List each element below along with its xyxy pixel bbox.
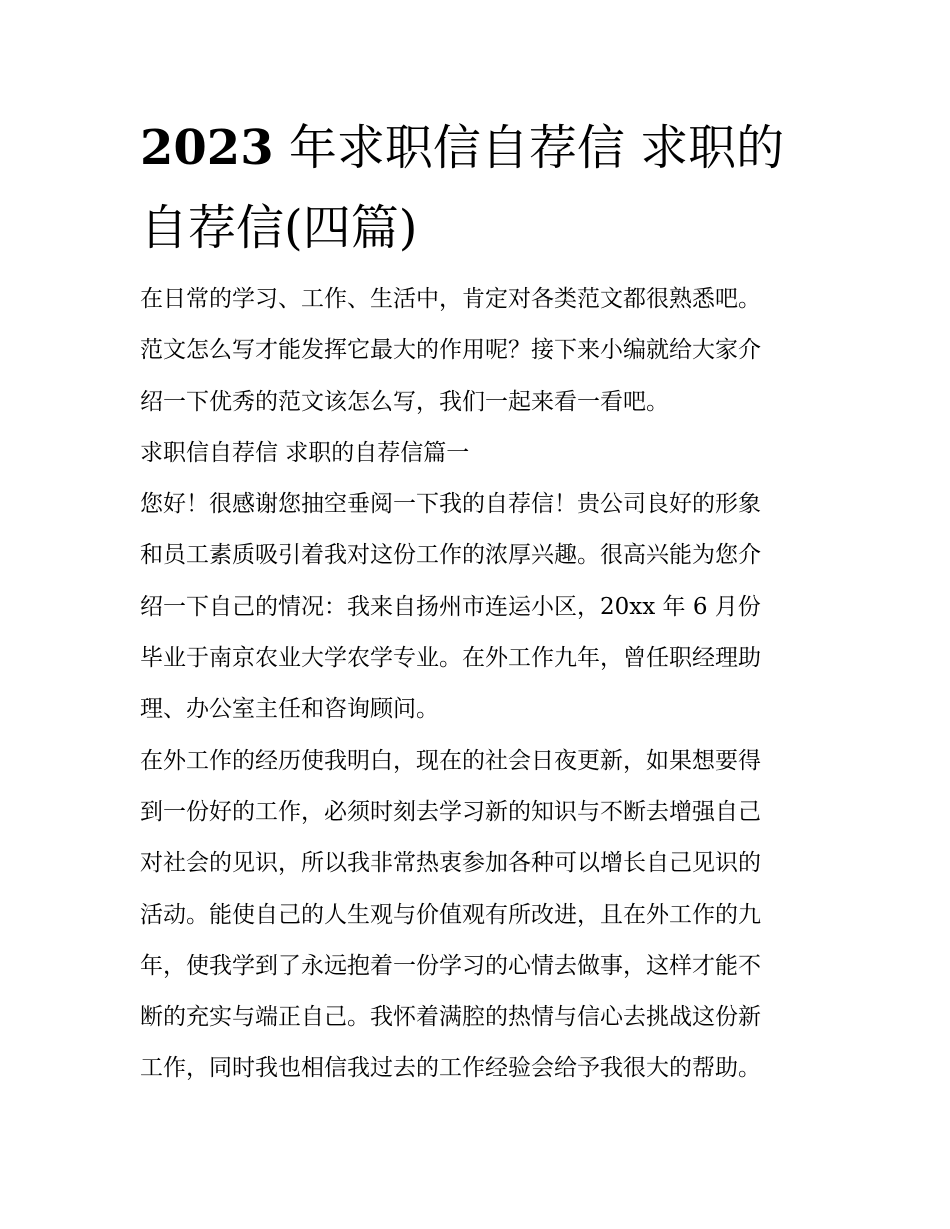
title-year: 2023 [140, 120, 274, 176]
paragraph-greeting [140, 479, 820, 735]
text-line: 绍一下优秀的范文该怎么写，我们一起来看一看吧。 [140, 388, 669, 415]
text-line: 求职信自荐信 求职的自荐信篇一 [140, 439, 470, 466]
text-line: 活动。能使自己的人生观与价值观有所改进，且在外工作的九 [140, 901, 761, 928]
text-line: 和员工素质吸引着我对这份工作的浓厚兴趣。很高兴能为您介 [140, 542, 761, 569]
title-line-2: 自荐信(四篇) [140, 200, 418, 256]
section-heading [140, 428, 820, 479]
title-line-1-rest: 年求职信自荐信 求职的 [273, 120, 785, 176]
document-body [140, 274, 820, 1095]
title-line-1 [140, 108, 820, 188]
text-line: 对社会的见识，所以我非常热衷参加各种可以增长自己见识的 [140, 850, 761, 877]
paragraph-intro [140, 274, 820, 428]
text-line: 理、办公室主任和咨询顾问。 [140, 696, 439, 723]
text-line: 绍一下自己的情况：我来自扬州市连运小区，20xx 年 6 月份 [140, 593, 761, 620]
text-line: 断的充实与端正自己。我怀着满腔的热情与信心去挑战这份新 [140, 1004, 761, 1031]
text-line: 年，使我学到了永远抱着一份学习的心情去做事，这样才能不 [140, 952, 761, 979]
text-line: 范文怎么写才能发挥它最大的作用呢？接下来小编就给大家介 [140, 337, 761, 364]
text-line: 在外工作的经历使我明白，现在的社会日夜更新，如果想要得 [140, 747, 761, 774]
text-line: 毕业于南京农业大学农学专业。在外工作九年，曾任职经理助 [140, 645, 761, 672]
text-line: 工作，同时我也相信我过去的工作经验会给予我很大的帮助。 [140, 1055, 761, 1082]
document-title [140, 108, 820, 268]
paragraph-experience [140, 736, 820, 1095]
text-line: 在日常的学习、工作、生活中，肯定对各类范文都很熟悉吧。 [140, 286, 761, 312]
text-line: 您好！很感谢您抽空垂阅一下我的自荐信！贵公司良好的形象 [140, 491, 761, 518]
document-page [140, 108, 820, 1095]
text-line: 到一份好的工作，必须时刻去学习新的知识与不断去增强自己 [140, 798, 761, 825]
